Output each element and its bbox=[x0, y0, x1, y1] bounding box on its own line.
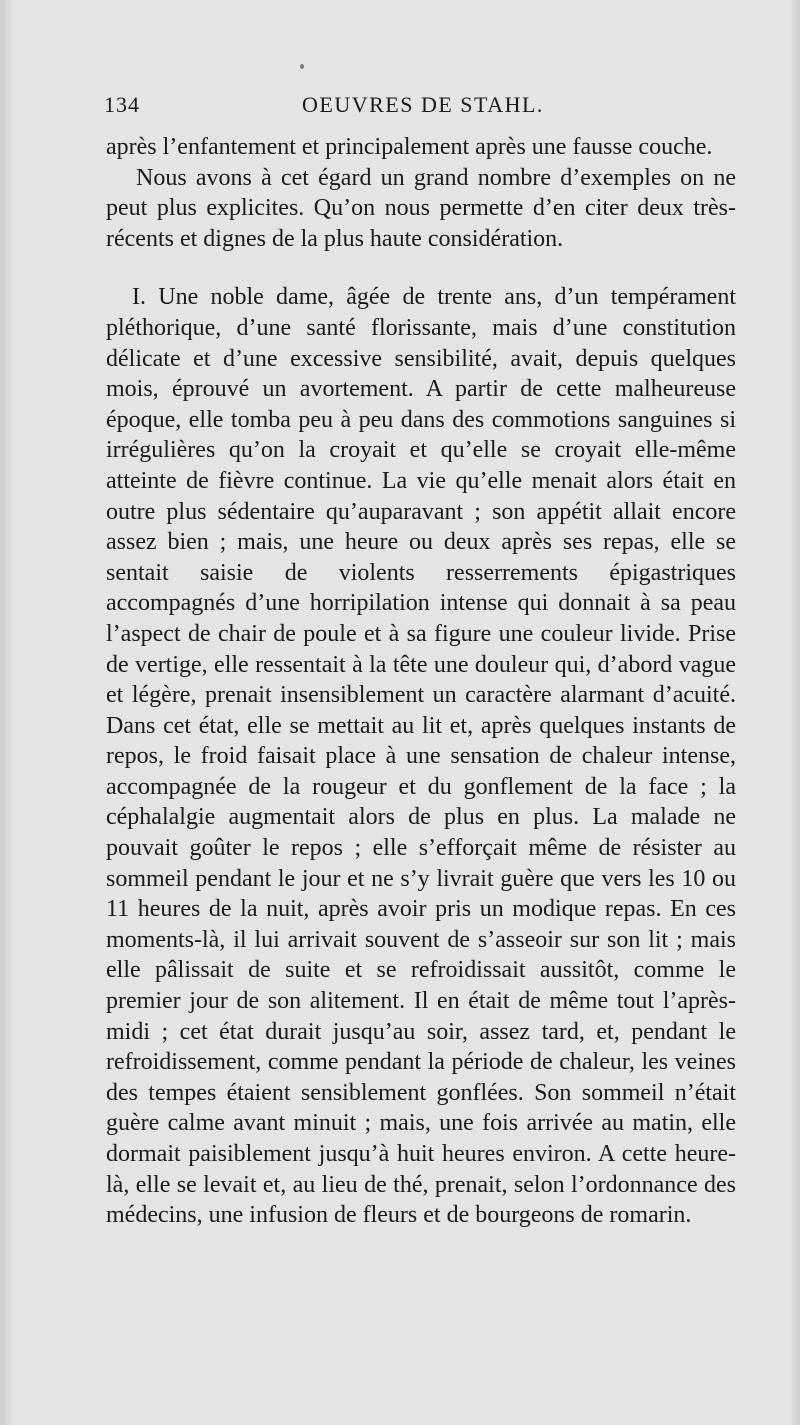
ink-speck bbox=[300, 64, 304, 69]
body-text bbox=[106, 132, 736, 1231]
paragraph-case-one: I. Une noble dame, âgée de trente ans, d’un tempérament pléthorique, d’une santé florissante, mais d’une constitution délicate et d’une excessive sensibilité, avait, depuis quelques mois, éprouvé un avortement. A partir de cette malheureuse époque, elle tomba peu à peu dans des commotions sanguines si irrégulières qu’on la croyait et qu’elle se croyait elle-même atteinte de fièvre continue. La vie qu’elle menait alors était en outre plus sédentaire qu’auparavant ; son appétit allait encore assez bien ; mais, une heure ou deux après ses repas, elle se sentait saisie de violents resserrements épigastriques accompagnés d’une horripilation intense qui donnait à sa peau l’aspect de chair de poule et à sa figure une couleur livide. Prise de vertige, elle ressentait à la tête une douleur qui, d’abord vague et légère, prenait insensiblement un caractère alarmant d’acuité. Dans cet état, elle se mettait au lit et, après quelques instants de repos, le froid faisait place à une sensation de chaleur intense, accompagnée de la rougeur et du gonflement de la face ; la céphalalgie augmentait alors de plus en plus. La malade ne pouvait goûter le repos ; elle s’efforçait même de résister au sommeil pendant le jour et ne s’y livrait guère que vers les 10 ou 11 heures de la nuit, après avoir pris un modique repas. En ces moments-là, il lui arrivait souvent de s’asseoir sur son lit ; mais elle pâlissait de suite et se refroidissait aussitôt, comme le premier jour de son alitement. Il en était de même tout l’après-midi ; cet état durait jusqu’au soir, assez tard, et, pendant le refroidissement, comme pendant la période de chaleur, les veines des tempes étaient sensiblement gonflées. Son sommeil n’était guère calme avant minuit ; mais, une fois arrivée au matin, elle dormait paisiblement jusqu’à huit heures environ. A cette heure-là, elle se levait et, au lieu de thé, prenait, selon l’ordonnance des médecins, une infusion de fleurs et de bourgeons de romarin. bbox=[106, 284, 736, 1229]
paragraph-examples: Nous avons à cet égard un grand nombre d’exemples on ne peut plus explicites. Qu’on nous permette d’en citer deux très-récents et dignes de la plus haute considération. bbox=[106, 164, 736, 252]
running-title: OEUVRES DE STAHL. bbox=[302, 92, 544, 117]
page-number: 134 bbox=[104, 92, 140, 117]
page-header bbox=[104, 92, 640, 122]
paragraph-continuation: après l’enfantement et principalement après une fausse couche. bbox=[106, 134, 713, 160]
